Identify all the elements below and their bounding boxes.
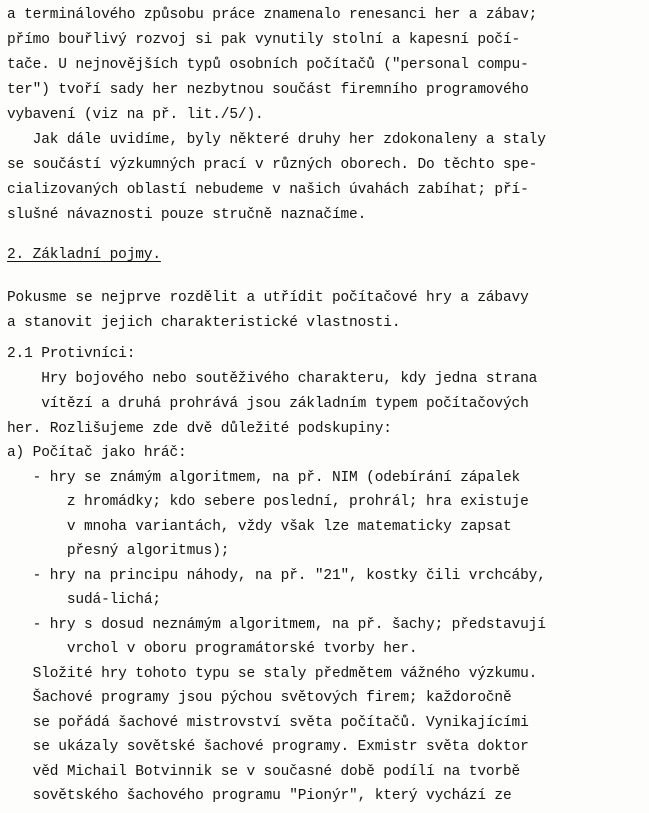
list-item: - hry na principu náhody, na př. "21", kostky čili vrchcáby, [7, 568, 546, 584]
text-line: a terminálového způsobu práce znamenalo renesanci her a zábav; [7, 7, 538, 23]
text-line: vybavení (viz na př. lit./5/). [7, 107, 264, 123]
text-line: přímo bouřlivý rozvoj si pak vynutily stolní a kapesní počí- [7, 32, 521, 48]
text-line: ter") tvoří sady her nezbytnou součást firemního programového [7, 82, 529, 98]
text-line: se součástí výzkumných prací v různých oborech. Do těchto spe- [7, 157, 538, 173]
list-item: - hry se známým algoritmem, na př. NIM (odebírání zápalek [7, 470, 521, 486]
text-line: Šachové programy jsou pýchou světových firem; každoročně [7, 690, 512, 706]
text-line: slušné návaznosti pouze stručně naznačíme. [7, 207, 367, 223]
text-line: Jak dále uvidíme, byly některé druhy her zdokonaleny a staly [7, 132, 546, 148]
text-line: věd Michail Botvinnik se v současné době podílí na tvorbě [7, 764, 521, 780]
text-line: v mnoha variantách, vždy však lze matematicky zapsat [7, 519, 512, 535]
text-line: tače. U nejnovějších typů osobních počítačů ("personal compu- [7, 57, 529, 73]
text-line: přesný algoritmus); [7, 543, 230, 559]
text-line: vítězí a druhá prohrává jsou základním typem počítačových [7, 396, 529, 412]
section-heading: 2. Základní pojmy. [7, 247, 161, 263]
text-line: vrchol v oboru programátorské tvorby her. [7, 641, 418, 657]
text-line: sudá-lichá; [7, 592, 161, 608]
text-line: a) Počítač jako hráč: [7, 445, 187, 461]
text-line: a stanovit jejich charakteristické vlastnosti. [7, 315, 401, 331]
text-line: her. Rozlišujeme zde dvě důležité podskupiny: [7, 421, 392, 437]
text-line: cializovaných oblastí nebudeme v našich úvahách zabíhat; pří- [7, 182, 529, 198]
text-line: z hromádky; kdo sebere poslední, prohrál; hra existuje [7, 494, 529, 510]
text-line: se pořádá šachové mistrovství světa počítačů. Vynikajícími [7, 715, 529, 731]
text-line: Složité hry tohoto typu se staly předmětem vážného výzkumu. [7, 666, 538, 682]
subsection-heading: 2.1 Protivníci: [7, 346, 136, 362]
text-line: sovětského šachového programu "Pionýr", který vychází ze [7, 788, 512, 804]
text-line: Pokusme se nejprve rozdělit a utřídit počítačové hry a zábavy [7, 290, 529, 306]
list-item: - hry s dosud neznámým algoritmem, na př. šachy; představují [7, 617, 546, 633]
text-line: Hry bojového nebo soutěživého charakteru, kdy jedna strana [7, 371, 538, 387]
text-line: se ukázaly sovětské šachové programy. Exmistr světa doktor [7, 739, 529, 755]
